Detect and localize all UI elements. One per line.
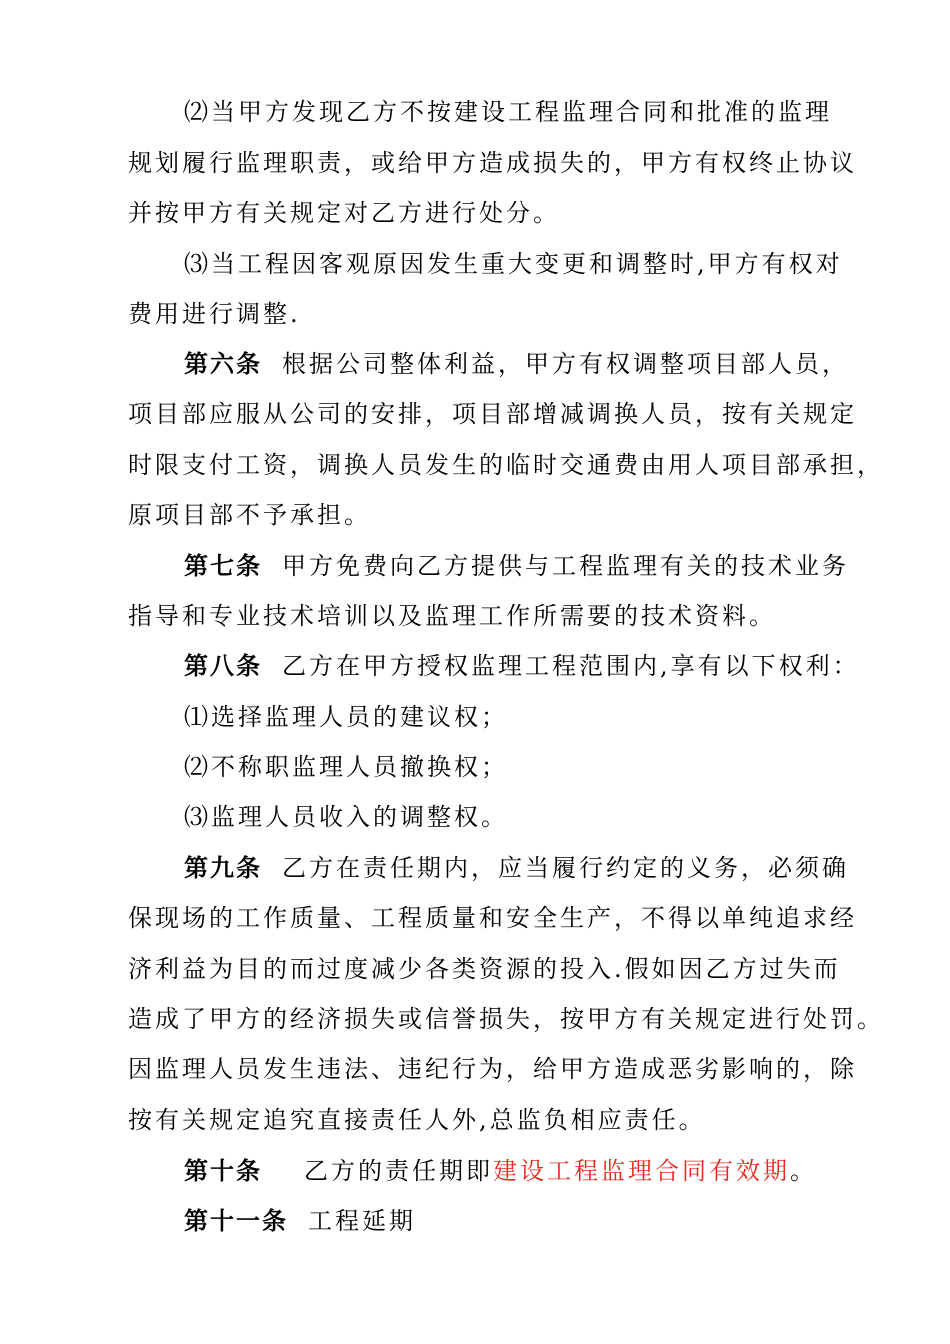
para-2-line-1: ⑵当甲方发现乙方不按建设工程监理合同和批准的监理 (184, 98, 832, 126)
article-7-line-1 (184, 551, 849, 581)
article-10-line (184, 1156, 817, 1186)
article-6-label: 第六条 (184, 350, 262, 378)
article-8-item-3: ⑶监理人员收入的调整权。 (184, 803, 508, 831)
article-7-label: 第七条 (184, 552, 262, 580)
para-2-line-2: 规划履行监理职责，或给甲方造成损失的，甲方有权终止协议 (128, 149, 857, 177)
article-6-line-4: 原项目部不予承担。 (128, 501, 371, 529)
article-8-item-2: ⑵不称职监理人员撤换权； (184, 753, 508, 781)
para-3-line-2: 费用进行调整. (128, 300, 301, 328)
article-6-text-1: 根据公司整体利益，甲方有权调整项目部人员， (282, 350, 849, 378)
article-9-label: 第九条 (184, 854, 262, 882)
article-9-line-5: 因监理人员发生违法、违纪行为，给甲方造成恶劣影响的，除 (128, 1055, 857, 1083)
article-9-text-1: 乙方在责任期内，应当履行约定的义务，必须确 (282, 854, 849, 882)
article-10-highlight: 建设工程监理合同有效期 (493, 1157, 790, 1185)
para-3-line-1: ⑶当工程因客观原因发生重大变更和调整时,甲方有权对 (184, 250, 843, 278)
article-7-line-2: 指导和专业技术培训以及监理工作所需要的技术资料。 (128, 602, 776, 630)
article-6-line-2: 项目部应服从公司的安排，项目部增减调换人员，按有关规定 (128, 400, 857, 428)
article-11-label: 第十一条 (184, 1207, 288, 1235)
article-8-label: 第八条 (184, 652, 262, 680)
article-11-text: 工程延期 (308, 1207, 416, 1235)
para-2-line-3: 并按甲方有关规定对乙方进行处分。 (128, 199, 560, 227)
article-10-text: 乙方的责任期即 (304, 1157, 493, 1185)
article-8-line-1 (184, 651, 860, 681)
article-9-line-2: 保现场的工作质量、工程质量和安全生产，不得以单纯追求经 (128, 904, 857, 932)
article-8-text-1: 乙方在甲方授权监理工程范围内,享有以下权利： (282, 652, 860, 680)
article-10-end: 。 (790, 1157, 817, 1185)
article-9-line-6: 按有关规定追究直接责任人外,总监负相应责任。 (128, 1106, 706, 1134)
article-8-item-1: ⑴选择监理人员的建议权； (184, 703, 508, 731)
article-6-line-3: 时限支付工资，调换人员发生的临时交通费由用人项目部承担， (128, 451, 884, 479)
article-9-line-1 (184, 853, 849, 883)
article-7-text-1: 甲方免费向乙方提供与工程监理有关的技术业务 (282, 552, 849, 580)
article-10-label: 第十条 (184, 1157, 262, 1185)
article-9-line-3: 济利益为目的而过度减少各类资源的投入.假如因乙方过失而 (128, 955, 841, 983)
article-6-line-1 (184, 349, 849, 379)
article-11-line (184, 1206, 416, 1236)
article-9-line-4: 造成了甲方的经济损失或信誉损失，按甲方有关规定进行处罚。 (128, 1005, 884, 1033)
